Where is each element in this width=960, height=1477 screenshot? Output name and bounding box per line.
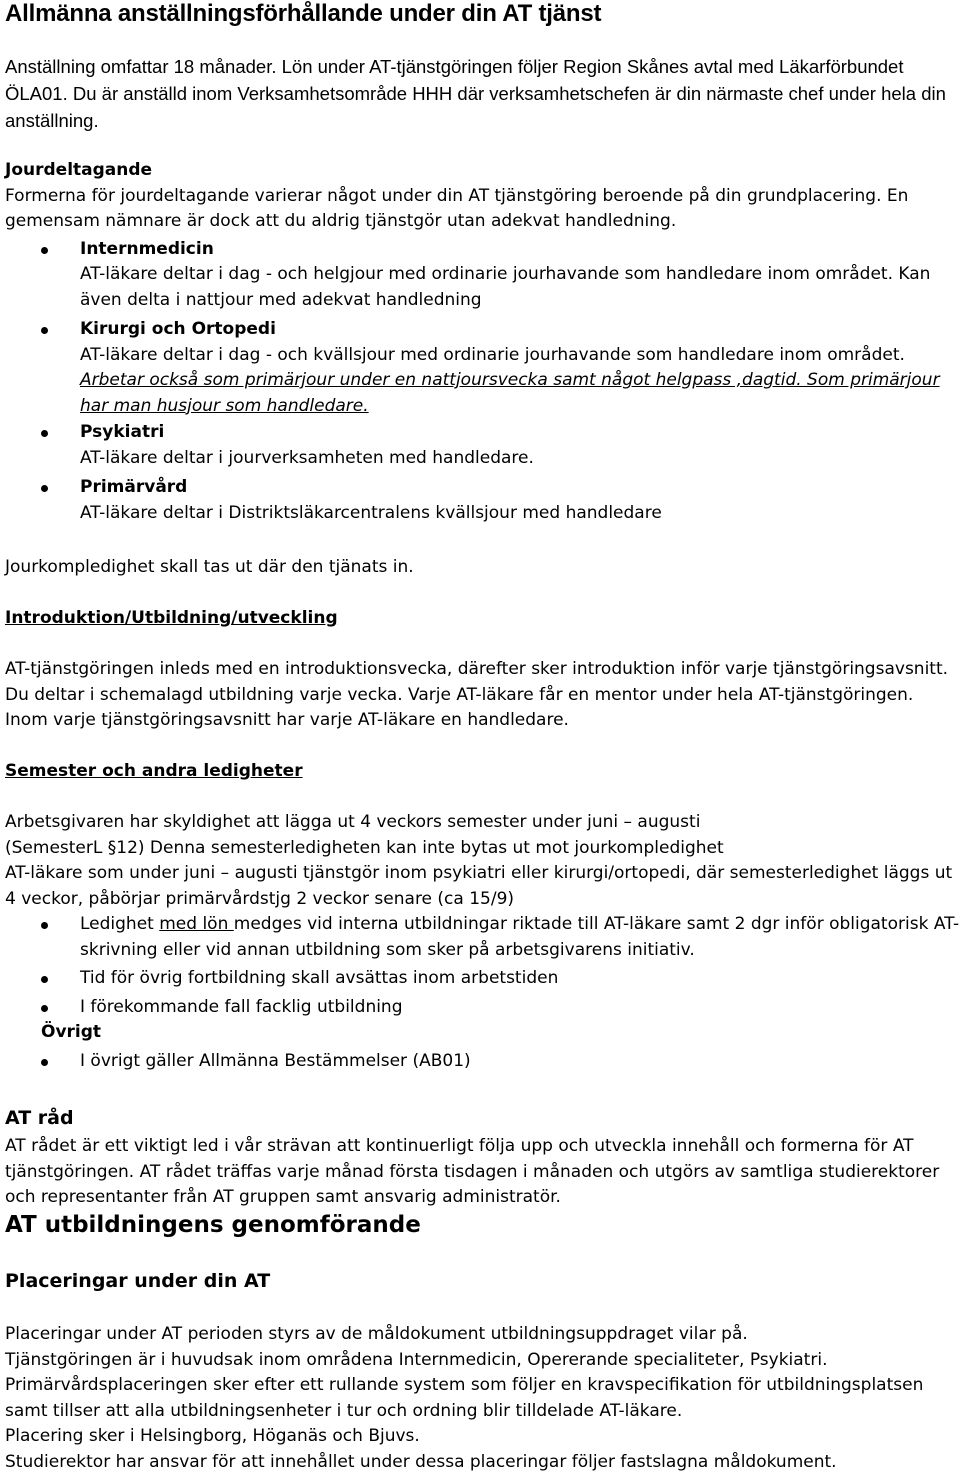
jour-list — [5, 237, 955, 527]
introduction-text: AT-tjänstgöringen inleds med en introduktionsvecka, därefter sker introduktion inför varje tjänstgöringsavsnitt. Du deltar i schemalagd utbildning varje vecka. Varje AT-läkare får en mentor under hela AT-tjänstgöringen. Inom varje tjänstgöringsavsnitt har varje AT-läkare en handledare. — [5, 659, 949, 730]
semester-item-underlined: med lön — [159, 914, 234, 934]
semester-item-text: I förekommande fall facklig utbildning — [80, 996, 403, 1017]
jour-item-note: Arbetar också som primärjour under en nattjoursvecka samt något helgpass ,dagtid. Som primärjour har man husjour som handledare. — [80, 370, 940, 416]
list-item — [5, 912, 960, 963]
list-item — [5, 475, 955, 526]
placeringar-line: Primärvårdsplaceringen sker efter ett rullande system som följer en kravspecifikation för utbildningsplatsen samt tillser att alla utbildningsenheter i tur och ordning blir tilldelade AT-läkare. — [5, 1375, 924, 1421]
atrad-heading: AT råd — [5, 1107, 74, 1129]
page-title: Allmänna anställningsförhållande under din AT tjänst — [5, 0, 602, 27]
jour-item-title: Psykiatri — [80, 422, 165, 442]
jour-item-text: AT-läkare deltar i dag - och helgjour med ordinarie jourhavande som handledare inom området. Kan även delta i nattjour med adekvat handledning — [80, 264, 931, 310]
placeringar-line: Placeringar under AT perioden styrs av de måldokument utbildningsuppdraget vilar på. — [5, 1324, 748, 1344]
jour-item-text: AT-läkare deltar i jourverksamheten med handledare. — [80, 447, 534, 468]
jour-heading: Jourdeltagande — [5, 160, 153, 180]
jour-item-text: AT-läkare deltar i dag - och kvällsjour med ordinarie jourhavande som handledare inom området. — [80, 344, 905, 365]
ovrigt-heading: Övrigt — [41, 1022, 102, 1042]
section-title: AT utbildningens genomförande — [5, 1212, 421, 1238]
semester-text-1: Arbetsgivaren har skyldighet att lägga ut 4 veckors semester under juni – augusti — [5, 812, 701, 832]
semester-section — [5, 810, 960, 1074]
list-item — [5, 420, 955, 471]
list-item — [5, 1049, 960, 1075]
semester-item-text: Tid för övrig fortbildning skall avsättas inom arbetstiden — [80, 968, 559, 988]
jour-item-title: Internmedicin — [80, 238, 214, 259]
placeringar-heading: Placeringar under din AT — [5, 1270, 271, 1292]
jour-text: Formerna för jourdeltagande varierar något under din AT tjänstgöring beroende på din grundplacering. En gemensam nämnare är dock att du aldrig tjänstgör utan adekvat handledning. — [5, 185, 909, 231]
introduction-heading: Introduktion/Utbildning/utveckling — [5, 608, 338, 628]
list-item — [5, 237, 955, 314]
semester-item-text: Ledighet — [80, 914, 160, 934]
list-item — [5, 317, 955, 419]
jour-item-text: AT-läkare deltar i Distriktsläkarcentralens kvällsjour med handledare — [80, 502, 662, 523]
jour-item-title: Kirurgi och Ortopedi — [80, 319, 276, 339]
ovrigt-list — [5, 1049, 960, 1075]
semester-heading: Semester och andra ledigheter — [5, 761, 303, 781]
ovrigt-item-text: I övrigt gäller Allmänna Bestämmelser (AB01) — [80, 1050, 471, 1071]
placeringar-section — [5, 1322, 955, 1475]
list-item — [5, 995, 960, 1021]
jour-item-title: Primärvård — [80, 477, 188, 497]
placeringar-line: Placering sker i Helsingborg, Höganäs och Bjuvs. — [5, 1426, 420, 1446]
semester-text-2: (SemesterL §12) Denna semesterledigheten kan inte bytas ut mot jourkompledighet — [5, 837, 724, 858]
jour-section — [5, 158, 955, 526]
atrad-text: AT rådet är ett viktigt led i vår strävan att kontinuerligt följa upp och utveckla innehåll och formerna för AT tjänstgöringen. AT rådet träffas varje månad första tisdagen i månaden och utgörs av samtliga studierektorer och representanter från AT gruppen samt ansvarig administratör. — [5, 1136, 940, 1207]
list-item — [5, 966, 960, 992]
intro-paragraph: Anställning omfattar 18 månader. Lön under AT-tjänstgöringen följer Region Skånes avtal med Läkarförbundet ÖLA01. Du är anställd inom Verksamhetsområde HHH där verksamhetschefen är din närmaste chef under hela din anställning. — [5, 56, 946, 131]
semester-item-text: medges vid interna utbildningar riktade till AT-läkare samt 2 dgr inför obligatorisk AT-skrivning eller vid annan utbildning som sker på arbetsgivarens initiativ. — [80, 914, 960, 960]
jourkompledighet-text: Jourkompledighet skall tas ut där den tjänats in. — [5, 557, 414, 577]
semester-text-3: AT-läkare som under juni – augusti tjänstgör inom psykiatri eller kirurgi/ortopedi, där semesterledighet läggs ut 4 veckor, påbörjar primärvårdstjg 2 veckor senare (ca 15/9) — [5, 863, 953, 909]
semester-list — [5, 912, 960, 1020]
placeringar-line: Studierektor har ansvar för att innehållet under dessa placeringar följer fastslagna måldokument. — [5, 1451, 837, 1472]
placeringar-line: Tjänstgöringen är i huvudsak inom områdena Internmedicin, Opererande specialiteter, Psykiatri. — [5, 1349, 828, 1370]
